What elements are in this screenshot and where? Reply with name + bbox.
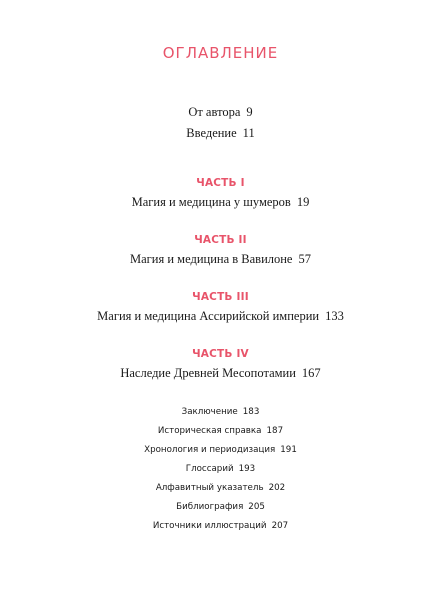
entry-page-number: 19 bbox=[296, 195, 310, 209]
entry-page-number: 11 bbox=[242, 126, 255, 140]
toc-entry-back-7[interactable] bbox=[0, 521, 441, 531]
part-label-1: ЧАСТЬ I bbox=[196, 177, 245, 189]
entry-label: Заключение bbox=[181, 407, 238, 417]
entry-label: Магия и медицина у шумеров bbox=[131, 195, 291, 209]
entry-label: Введение bbox=[186, 126, 237, 140]
toc-entry-front-2[interactable] bbox=[0, 126, 441, 141]
entry-label: Библиография bbox=[176, 502, 244, 512]
entry-label: Глоссарий bbox=[185, 464, 234, 474]
toc-entry-back-5[interactable] bbox=[0, 483, 441, 493]
entry-label: Источники иллюстраций bbox=[152, 521, 267, 531]
toc-entry-part-1[interactable] bbox=[0, 195, 441, 210]
toc-entry-part-4[interactable] bbox=[0, 366, 441, 381]
toc-entry-back-3[interactable] bbox=[0, 445, 441, 455]
part-label-2: ЧАСТЬ II bbox=[194, 234, 247, 246]
entry-page-number: 9 bbox=[246, 105, 253, 119]
entry-page-number: 191 bbox=[280, 445, 297, 455]
part-label-3: ЧАСТЬ III bbox=[192, 291, 249, 303]
entry-label: Магия и медицина в Вавилоне bbox=[130, 252, 293, 266]
toc-title: ОГЛАВЛЕНИЕ bbox=[162, 44, 279, 62]
toc-entry-back-6[interactable] bbox=[0, 502, 441, 512]
toc-entry-back-1[interactable] bbox=[0, 407, 441, 417]
entry-page-number: 193 bbox=[238, 464, 256, 474]
entry-page-number: 57 bbox=[298, 252, 311, 266]
toc-entry-part-2[interactable] bbox=[0, 252, 441, 267]
toc-entry-back-2[interactable] bbox=[0, 426, 441, 436]
entry-page-number: 183 bbox=[242, 407, 260, 417]
entry-label: От автора bbox=[188, 105, 241, 119]
entry-page-number: 202 bbox=[268, 483, 286, 493]
entry-label: Магия и медицина Ассирийской империи bbox=[97, 309, 320, 323]
entry-page-number: 207 bbox=[271, 521, 289, 531]
entry-label: Наследие Древней Месопотамии bbox=[120, 366, 296, 380]
entry-label: Хронология и периодизация bbox=[144, 445, 276, 455]
toc-entry-front-1[interactable] bbox=[0, 105, 441, 120]
entry-page-number: 167 bbox=[301, 366, 321, 380]
entry-page-number: 133 bbox=[325, 309, 344, 323]
entry-page-number: 187 bbox=[266, 426, 284, 436]
part-label-4: ЧАСТЬ IV bbox=[192, 348, 249, 360]
entry-label: Алфавитный указатель bbox=[155, 483, 264, 493]
entry-page-number: 205 bbox=[248, 502, 265, 512]
entry-label: Историческая справка bbox=[157, 426, 262, 436]
toc-entry-part-3[interactable] bbox=[0, 309, 441, 324]
toc-entry-back-4[interactable] bbox=[0, 464, 441, 474]
